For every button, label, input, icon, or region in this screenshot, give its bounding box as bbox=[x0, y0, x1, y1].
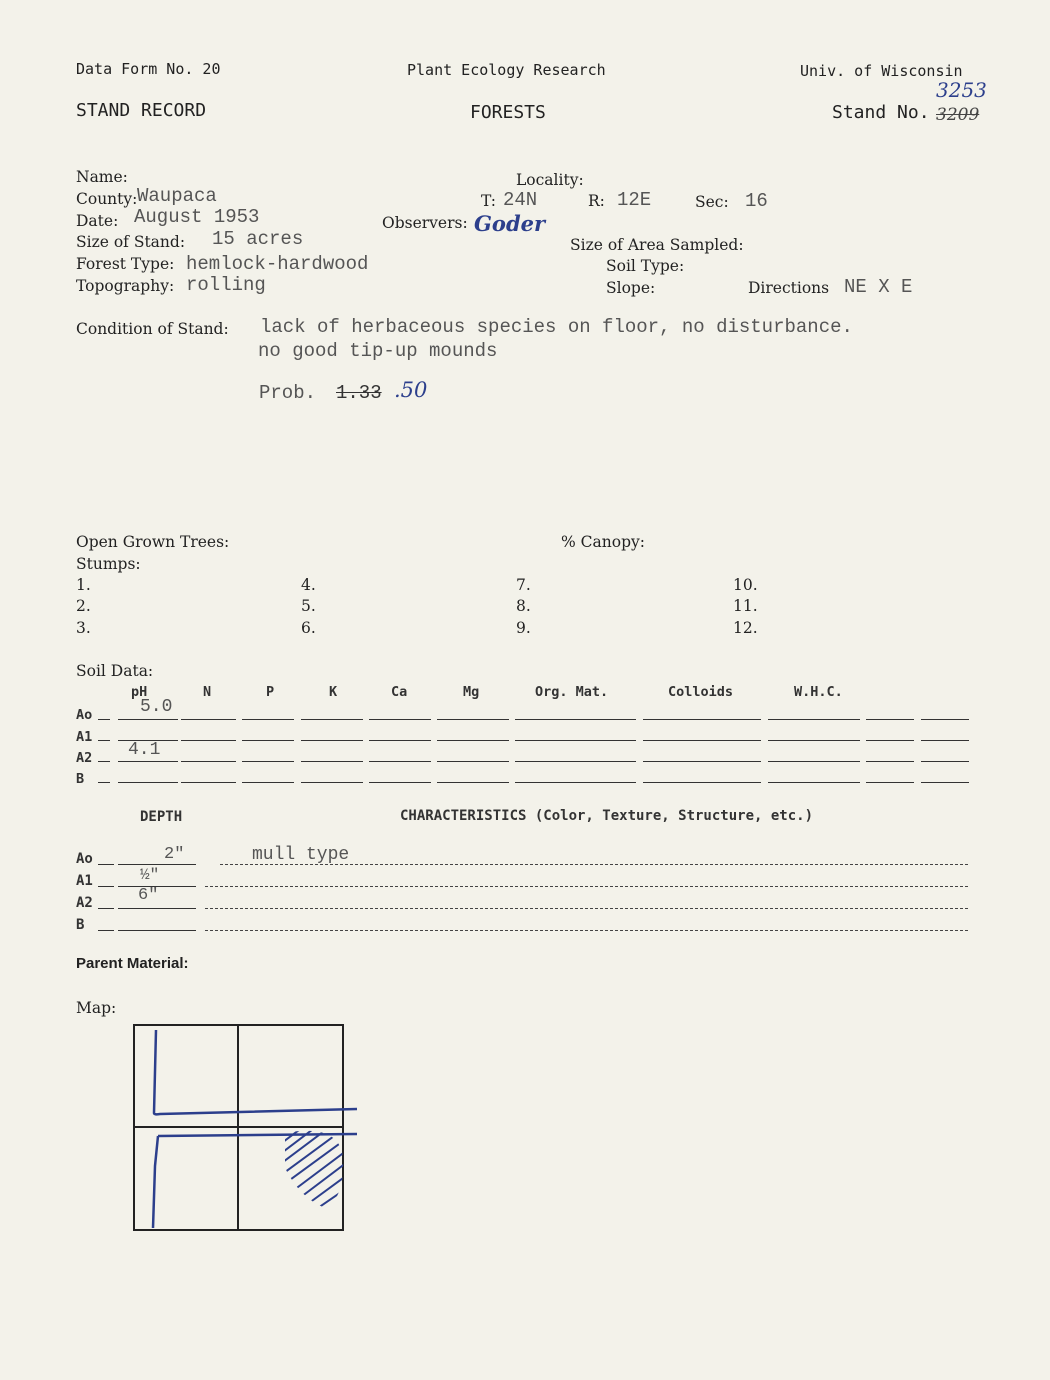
stand-number-new: 3253 bbox=[936, 78, 987, 102]
observers-value: Goder bbox=[474, 211, 546, 236]
record-type: STAND RECORD bbox=[76, 100, 207, 121]
stump-number: 5. bbox=[301, 597, 316, 615]
hatched-stand-area bbox=[275, 1118, 350, 1210]
soil-col-header: N bbox=[203, 684, 212, 700]
soil-horizon-label: B bbox=[76, 771, 85, 787]
directions-value: NE X E bbox=[844, 276, 913, 298]
category: FORESTS bbox=[470, 102, 546, 123]
soil-col-header: P bbox=[266, 684, 275, 700]
range-value: 12E bbox=[617, 189, 652, 211]
soil-col-header: Mg bbox=[463, 684, 480, 700]
profile-characteristics-value: mull type bbox=[252, 845, 350, 865]
stump-number: 11. bbox=[733, 597, 758, 615]
stump-number: 4. bbox=[301, 576, 316, 594]
soil-col-header: Colloids bbox=[668, 684, 734, 700]
size-of-stand-value: 15 acres bbox=[212, 228, 304, 250]
topography-value: rolling bbox=[186, 274, 266, 296]
condition-line-1: lack of herbaceous species on floor, no disturbance. bbox=[260, 316, 853, 338]
profile-horizon-label: B bbox=[76, 917, 85, 933]
soil-col-header: K bbox=[329, 684, 338, 700]
condition-line-2: no good tip-up mounds bbox=[258, 340, 498, 362]
township-label: T: bbox=[481, 192, 497, 210]
stumps-label: Stumps: bbox=[76, 555, 141, 573]
profile-depth-value: 6" bbox=[138, 886, 159, 905]
county-label: County: bbox=[76, 190, 138, 208]
soil-horizon-label: A2 bbox=[76, 750, 93, 766]
soil-col-header: Org. Mat. bbox=[535, 684, 609, 700]
condition-label: Condition of Stand: bbox=[76, 320, 229, 338]
stump-number: 7. bbox=[516, 576, 531, 594]
soil-ph-value: 5.0 bbox=[140, 697, 173, 717]
characteristics-label: CHARACTERISTICS (Color, Texture, Structure, etc.) bbox=[400, 808, 814, 824]
section-value: 16 bbox=[745, 190, 768, 212]
prob-new-value: .50 bbox=[394, 378, 428, 402]
county-value: Waupaca bbox=[137, 185, 217, 207]
map-label: Map: bbox=[76, 999, 117, 1017]
forest-type-label: Forest Type: bbox=[76, 255, 175, 273]
profile-horizon-label: A1 bbox=[76, 873, 93, 889]
stump-number: 10. bbox=[733, 576, 758, 594]
soil-col-header: W.H.C. bbox=[794, 684, 843, 700]
canopy-label: % Canopy: bbox=[561, 533, 645, 551]
stand-number-label: Stand No. bbox=[832, 102, 930, 123]
range-label: R: bbox=[588, 192, 605, 210]
soil-ph-value: 4.1 bbox=[128, 740, 161, 760]
prob-label: Prob. bbox=[259, 382, 317, 404]
form-number: Data Form No. 20 bbox=[76, 60, 221, 78]
soil-type-label: Soil Type: bbox=[606, 257, 685, 275]
stump-number: 9. bbox=[516, 619, 531, 637]
map-boundary-line bbox=[154, 1030, 357, 1114]
stump-number: 1. bbox=[76, 576, 91, 594]
stump-number: 8. bbox=[516, 597, 531, 615]
stand-number-old: 3209 bbox=[936, 105, 980, 125]
observers-label: Observers: bbox=[382, 214, 468, 232]
soil-col-header: Ca bbox=[391, 684, 408, 700]
size-of-stand-label: Size of Stand: bbox=[76, 233, 186, 251]
organization: Plant Ecology Research bbox=[407, 61, 606, 79]
directions-label: Directions bbox=[748, 279, 830, 297]
stump-number: 2. bbox=[76, 597, 91, 615]
area-sampled-label: Size of Area Sampled: bbox=[570, 236, 744, 254]
open-grown-trees-label: Open Grown Trees: bbox=[76, 533, 230, 551]
soil-horizon-label: Ao bbox=[76, 707, 93, 723]
profile-horizon-label: A2 bbox=[76, 895, 93, 911]
prob-old-value: 1.33 bbox=[336, 382, 382, 404]
township-value: 24N bbox=[503, 189, 538, 211]
depth-label: DEPTH bbox=[140, 809, 183, 825]
section-map bbox=[125, 1018, 365, 1238]
stump-number: 6. bbox=[301, 619, 316, 637]
forest-type-value: hemlock-hardwood bbox=[186, 253, 369, 275]
parent-material-label: Parent Material: bbox=[76, 955, 189, 972]
locality-label: Locality: bbox=[516, 171, 584, 189]
soil-col-header: pH bbox=[131, 684, 148, 700]
stump-number: 3. bbox=[76, 619, 91, 637]
university: Univ. of Wisconsin bbox=[800, 62, 963, 80]
profile-depth-value: 2" bbox=[164, 845, 185, 864]
profile-depth-value: ½" bbox=[140, 866, 160, 884]
name-label: Name: bbox=[76, 168, 128, 186]
soil-data-label: Soil Data: bbox=[76, 662, 154, 680]
soil-horizon-label: A1 bbox=[76, 729, 93, 745]
topography-label: Topography: bbox=[76, 277, 175, 295]
section-label: Sec: bbox=[695, 193, 729, 211]
stump-number: 12. bbox=[733, 619, 758, 637]
date-value: August 1953 bbox=[134, 206, 260, 228]
slope-label: Slope: bbox=[606, 279, 656, 297]
profile-horizon-label: Ao bbox=[76, 851, 93, 867]
date-label: Date: bbox=[76, 212, 119, 230]
